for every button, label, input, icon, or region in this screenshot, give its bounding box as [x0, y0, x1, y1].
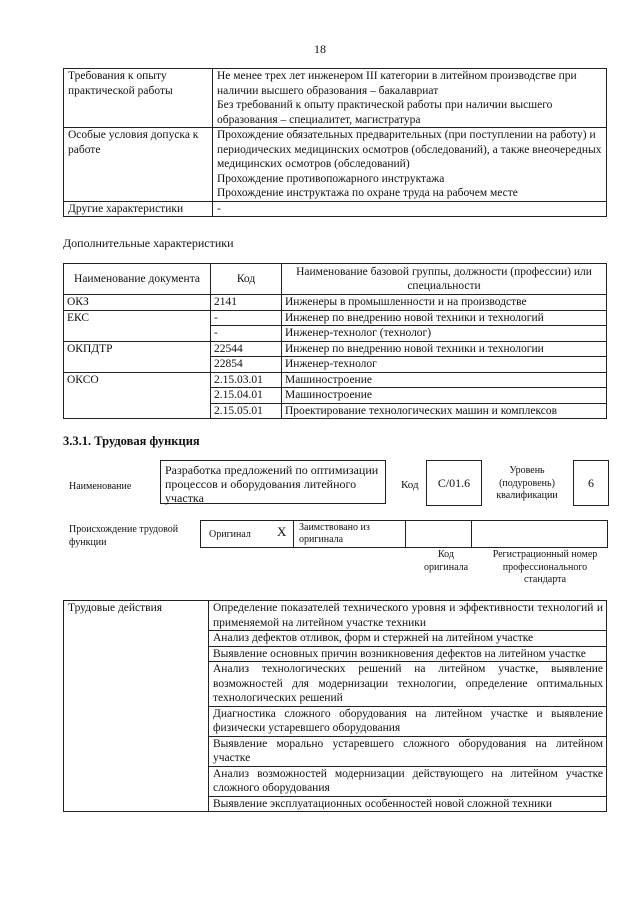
- table-row: [64, 372, 607, 388]
- cell-doc: ОКСО: [64, 372, 211, 388]
- function-name-box: Разработка предложений по оптимизации процессов и оборудования литейного участка: [160, 460, 386, 504]
- cell-code: -: [211, 310, 282, 326]
- table-row: [64, 341, 607, 357]
- name-label: Наименование: [69, 481, 132, 492]
- page-number: 18: [314, 42, 326, 56]
- cell-doc: ЕКС: [64, 310, 211, 326]
- cell-name: Машиностроение: [282, 372, 607, 388]
- cell-code: 2.15.05.01: [211, 403, 282, 419]
- cell-code: -: [211, 326, 282, 342]
- cell-doc: ОКПДТР: [64, 341, 211, 357]
- cell-code: 2.15.04.01: [211, 388, 282, 404]
- action-item: Выявление основных причин возникновения дефектов на литейном участке: [209, 646, 607, 662]
- cell-doc: [64, 388, 211, 404]
- action-item: Определение показателей технического уровня и эффективности технологий и применяемой на литейном участке техники: [209, 601, 607, 631]
- table-row: [64, 403, 607, 419]
- actions-table: [63, 600, 607, 812]
- divider: [293, 521, 294, 547]
- requirement-line: Прохождение обязательных предварительных (при поступлении на работу) и периодических медицинских осмотров (обследований), а также внеочередных медицинских осмотров (обследований): [217, 129, 602, 170]
- cell-name: Инженер по внедрению новой техники и технологий: [282, 310, 607, 326]
- divider: [405, 521, 406, 547]
- requirement-label: Другие характеристики: [64, 201, 213, 217]
- cell-name: Инженер по внедрению новой техники и технологии: [282, 341, 607, 357]
- requirement-line: Не менее трех лет инженером III категории в литейном производстве при наличии высшего образования – бакалавриат: [217, 70, 577, 97]
- table-row: [64, 310, 607, 326]
- requirement-line: Прохождение инструктажа по охране труда на рабочем месте: [217, 187, 518, 199]
- cell-name: Машиностроение: [282, 388, 607, 404]
- requirement-label: Особые условия допуска к работе: [64, 128, 213, 202]
- table-row: [64, 295, 607, 311]
- requirement-line: Без требований к опыту практической работы при наличии высшего образования – специалитет, магистратура: [217, 99, 553, 126]
- cell-name: Проектирование технологических машин и комплексов: [282, 403, 607, 419]
- requirements-table: [63, 68, 607, 217]
- original-mark: X: [277, 524, 287, 539]
- action-item: Выявление эксплуатационных особенностей новой сложной техники: [209, 796, 607, 812]
- code-original-label: Код оригинала: [423, 549, 469, 573]
- table-row: [64, 69, 607, 128]
- borrowed-label: Заимствовано из оригинала: [299, 522, 370, 545]
- cell-name: Инженеры в промышленности и на производстве: [282, 295, 607, 311]
- action-item: Анализ дефектов отливок, форм и стержней на литейном участке: [209, 631, 607, 647]
- header-name: Наименование базовой группы, должности (профессии) или специальности: [282, 264, 607, 295]
- action-item: Выявление морально устаревшего сложного оборудования на литейном участке: [209, 736, 607, 766]
- reg-number-label: Регистрационный номер профессионального стандарта: [492, 549, 598, 585]
- origin-row: [200, 520, 608, 548]
- table-row: [64, 128, 607, 202]
- requirement-value: [213, 69, 607, 128]
- section-title: Дополнительные характеристики: [63, 236, 234, 250]
- original-label: Оригинал: [209, 529, 251, 540]
- code-label: Код: [401, 479, 419, 491]
- function-code-box: C/01.6: [426, 460, 482, 506]
- function-level-box: 6: [573, 460, 609, 506]
- header-code: Код: [211, 264, 282, 295]
- table-row: [64, 388, 607, 404]
- action-item: Диагностика сложного оборудования на литейном участке и выявление физически устаревшего оборудования: [209, 706, 607, 736]
- divider: [471, 521, 472, 547]
- cell-name: Инженер-технолог: [282, 357, 607, 373]
- requirement-value: -: [213, 201, 607, 217]
- table-row: [64, 201, 607, 217]
- table-header-row: [64, 264, 607, 295]
- cell-doc: ОКЗ: [64, 295, 211, 311]
- header-doc: Наименование документа: [64, 264, 211, 295]
- cell-doc: [64, 357, 211, 373]
- level-label: Уровень (подуровень) квалификации: [496, 465, 558, 501]
- table-row: [64, 601, 607, 631]
- cell-code: 2141: [211, 295, 282, 311]
- cell-doc: [64, 403, 211, 419]
- actions-label: Трудовые действия: [64, 601, 209, 812]
- cell-code: 2.15.03.01: [211, 372, 282, 388]
- cell-code: 22544: [211, 341, 282, 357]
- requirement-label: Требования к опыту практической работы: [64, 69, 213, 128]
- origin-label: Происхождение трудовой функции: [69, 524, 179, 548]
- cell-doc: [64, 326, 211, 342]
- table-row: [64, 357, 607, 373]
- function-heading: 3.3.1. Трудовая функция: [63, 434, 200, 448]
- requirement-value: [213, 128, 607, 202]
- action-item: Анализ возможностей модернизации действующего на литейном участке сложного оборудования: [209, 766, 607, 796]
- table-row: [64, 326, 607, 342]
- additional-table: [63, 263, 607, 419]
- action-item: Анализ технологических решений на литейном участке, выявление возможностей для модернизации технологии, определение оптимальных технологических решений: [209, 662, 607, 707]
- cell-code: 22854: [211, 357, 282, 373]
- cell-name: Инженер-технолог (технолог): [282, 326, 607, 342]
- requirement-line: Прохождение противопожарного инструктажа: [217, 172, 445, 185]
